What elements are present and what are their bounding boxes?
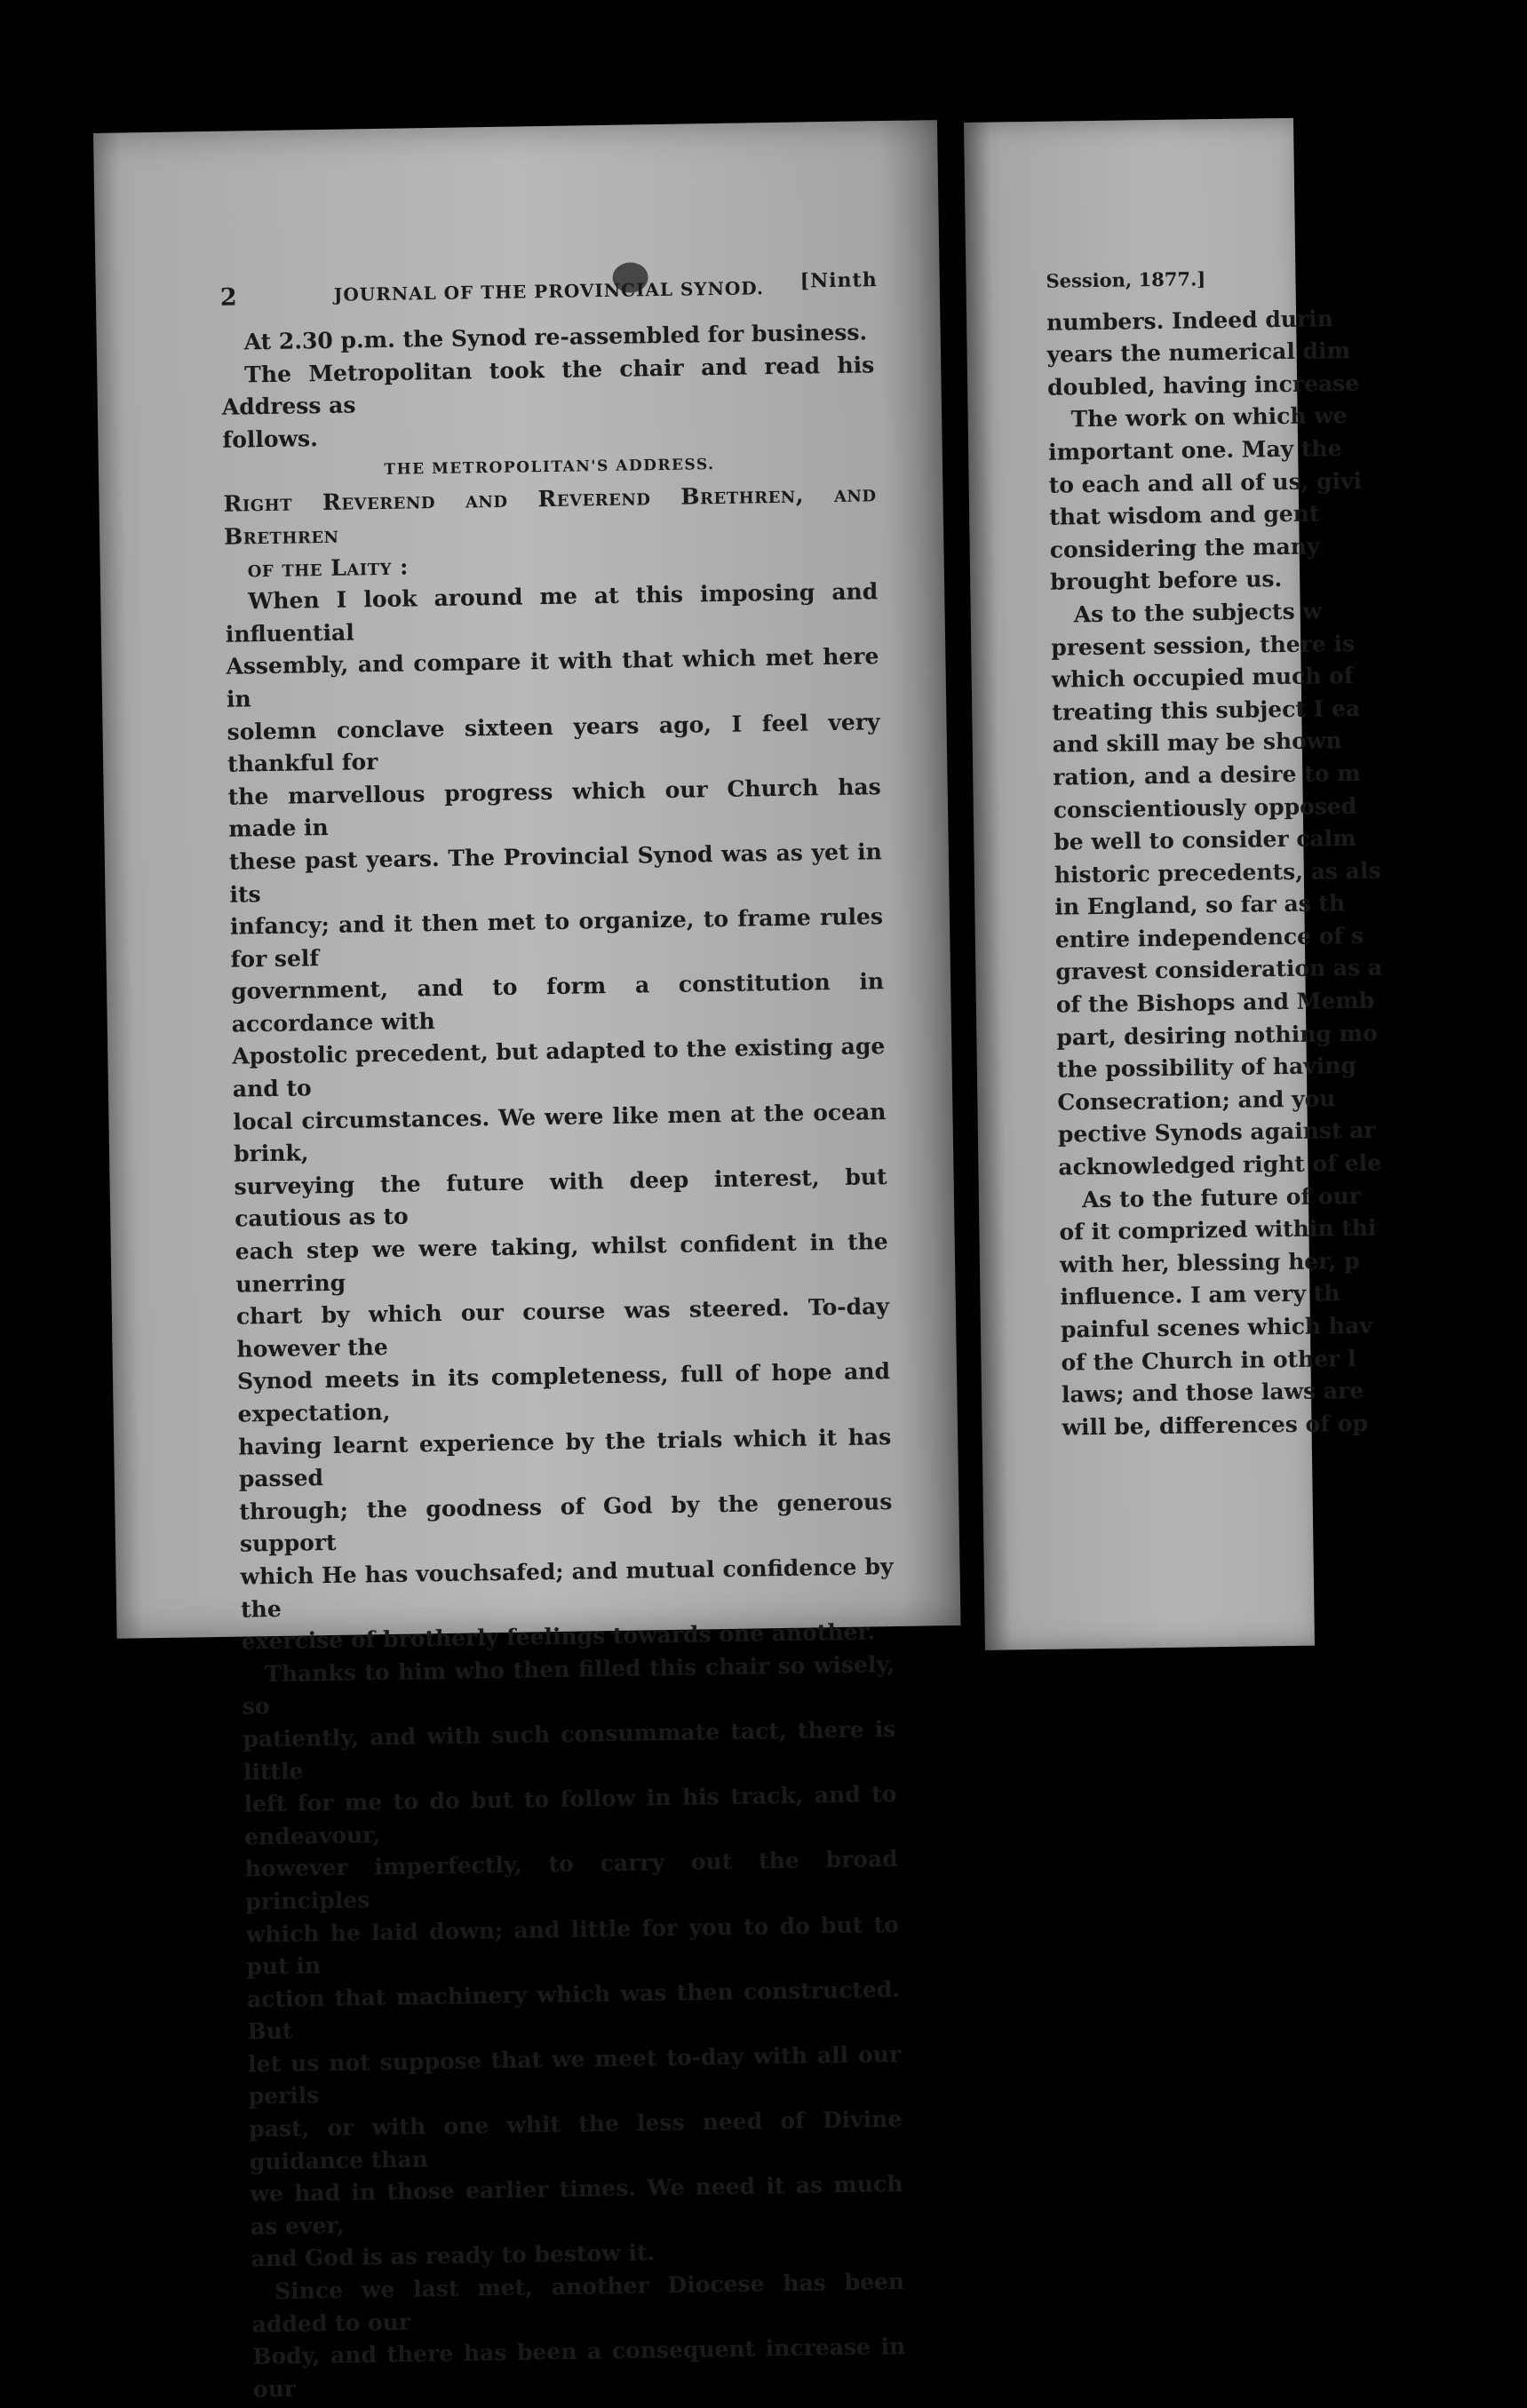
text-line: Assembly, and compare it with that which met here in (226, 643, 879, 712)
text-line: through; the goodness of God by the generous support (239, 1488, 893, 1557)
text-line: left for me to do but to follow in his track, and to endeavour, (243, 1781, 897, 1850)
text-line: acknowledged right of ele (1058, 1149, 1382, 1180)
text-line: action that machinery which was then constructed. But (246, 1975, 901, 2045)
left-body-text (220, 316, 906, 2406)
text-line: exercise of brotherly feelings towards one another. (241, 1618, 876, 1655)
text-line: that wisdom and gent (1049, 500, 1320, 530)
text-line: which He has vouchsafed; and mutual confidence by the (240, 1554, 894, 1623)
text-line: As to the subjects w (1073, 598, 1323, 628)
text-line: gravest consideration as a (1055, 954, 1383, 986)
text-line: each step we were taking, whilst confident in the unerring (235, 1228, 888, 1298)
text-line: of it comprized within thi (1059, 1214, 1377, 1245)
text-line: Consecration; and you (1057, 1085, 1336, 1116)
text-line: laws; and those laws are (1061, 1378, 1364, 1408)
address-heading: THE METROPOLITAN'S ADDRESS. (384, 456, 715, 480)
text-line: Thanks to him who then filled this chair so wisely, so (242, 1650, 895, 1720)
text-line: conscientiously opposed (1053, 792, 1357, 823)
text-line: important one. May the (1047, 435, 1342, 465)
session-label: Session, 1877.] (1046, 267, 1206, 292)
running-head (219, 268, 878, 312)
text-line: historic precedents, as als (1054, 857, 1381, 888)
text-line: Body, and there has been a consequent increase in our (252, 2333, 906, 2403)
text-line: patiently, and with such consummate tact, there is little (243, 1715, 896, 1785)
text-line: having learnt experience by the trials which it has passed (238, 1423, 892, 1492)
text-line: with her, blessing her, p (1059, 1247, 1360, 1278)
text-line: local circumstances. We were like men at the ocean brink, (233, 1098, 887, 1167)
page-number: 2 (219, 283, 238, 312)
text-line: painful scenes which hav (1060, 1312, 1372, 1343)
salutation-line: Right Reverend and Reverend Brethren, and Brethren (223, 481, 877, 550)
text-line: in England, so far as th (1054, 890, 1346, 920)
right-page (964, 118, 1383, 1650)
text-line: follows. (222, 425, 319, 453)
text-line: brought before us. (1050, 566, 1283, 596)
text-line: ration, and a desire to m (1053, 759, 1361, 791)
text-line: years the numerical dim (1046, 338, 1351, 368)
text-line: be well to consider calm (1054, 825, 1356, 855)
text-line: which occupied much of (1051, 663, 1354, 693)
salutation-line: of the Laity : (247, 553, 410, 582)
text-line: doubled, having increase (1046, 370, 1360, 401)
text-line: As to the future of our (1081, 1182, 1362, 1212)
text-line: Apostolic precedent, but adapted to the existing age and to (232, 1033, 886, 1102)
journal-title: JOURNAL OF THE PROVINCIAL SYNOD. (333, 277, 765, 306)
text-line: the possibility of having (1056, 1053, 1357, 1083)
text-line: however imperfectly, to carry out the broad principles (244, 1846, 898, 1915)
text-line: which he laid down; and little for you to do but to put in (245, 1911, 900, 1980)
text-line: solemn conclave sixteen years ago, I feel very thankful for (227, 708, 880, 777)
text-line: surveying the future with deep interest, but cautious as to (234, 1163, 887, 1233)
text-line: treating this subject I ea (1052, 695, 1361, 726)
left-page (93, 120, 961, 2403)
text-line: to each and all of us, givi (1048, 467, 1363, 498)
text-line: numbers. Indeed durin (1046, 305, 1334, 336)
text-line: and skill may be shown (1052, 727, 1342, 758)
text-line: When I look around me at this imposing and influential (225, 578, 879, 648)
text-line: government, and to form a constitution in accordance with (230, 968, 885, 1037)
text-line: The work on which we (1070, 402, 1348, 433)
text-line: Synod meets in its completeness, full of hope and expectation, (236, 1358, 891, 1427)
text-line: considering the many (1049, 533, 1320, 563)
text-line: will be, differences of op (1062, 1410, 1369, 1441)
text-line: The Metropolitan took the chair and read his Address as (221, 351, 875, 420)
text-line: and God is as ready to bestow it. (251, 2239, 656, 2272)
text-line: Since we last met, another Diocese has been added to our (251, 2268, 905, 2338)
session-label: [Ninth (799, 268, 878, 293)
text-line: At 2.30 p.m. the Synod re-assembled for business. (243, 319, 868, 355)
right-body-text (1046, 258, 1523, 1444)
text-line: entire independence of s (1054, 922, 1364, 953)
text-line: past, or with one whit the less need of Divine guidance than (249, 2106, 903, 2175)
text-line: infancy; and it then met to organize, to frame rules for self (229, 903, 884, 973)
text-line: these past years. The Provincial Synod was as yet in its (228, 838, 883, 908)
text-line: of the Church in other l (1061, 1345, 1356, 1376)
text-line: chart by which our course was steered. To-day however the (235, 1293, 890, 1363)
text-line: of the Bishops and Memb (1055, 987, 1375, 1018)
text-line: influence. I am very th (1060, 1280, 1340, 1311)
text-line: present session, there is (1051, 630, 1356, 661)
text-line: let us not suppose that we meet to-day with all our perils (247, 2040, 902, 2110)
text-line: pective Synods against ar (1057, 1117, 1376, 1148)
text-line: the marvellous progress which our Church has made in (227, 773, 881, 843)
text-line: part, desiring nothing mo (1056, 1020, 1378, 1051)
text-line: we had in those earlier times. We need it as much as ever, (250, 2171, 903, 2240)
